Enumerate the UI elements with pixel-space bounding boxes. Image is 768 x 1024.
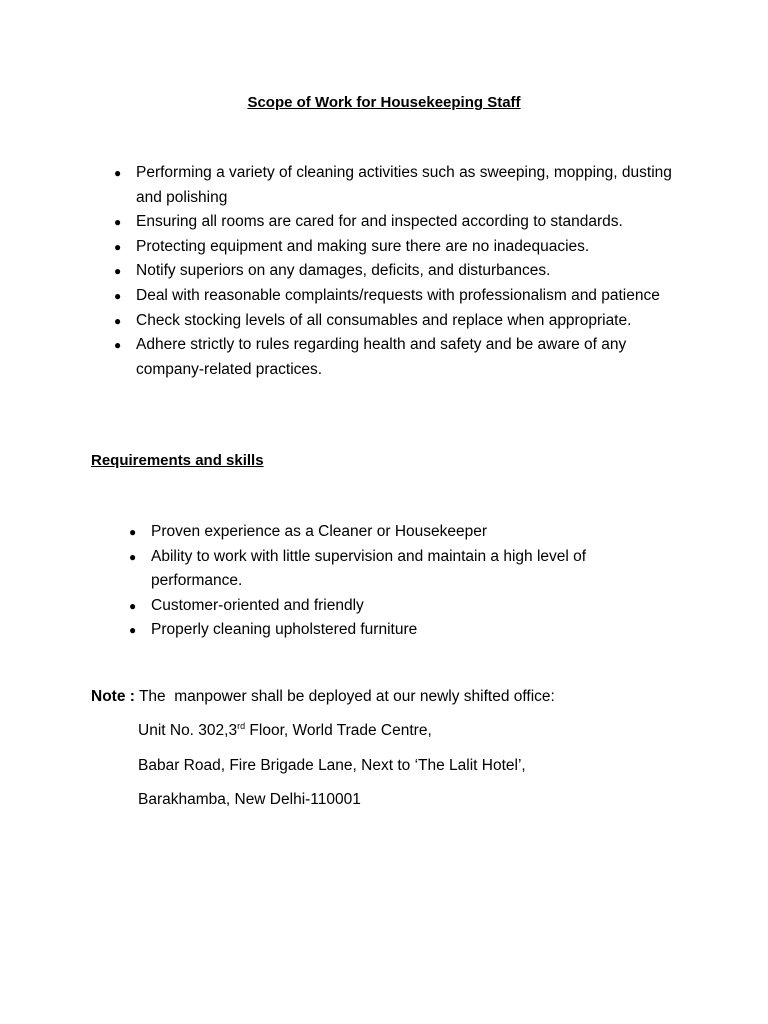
address-line-2: Babar Road, Fire Brigade Lane, Next to ‘The Lalit Hotel’,: [138, 757, 526, 774]
bullet-icon: ●: [114, 313, 122, 328]
list-item: [129, 594, 651, 619]
list-item-text: Ability to work with little supervision and maintain a high level of performance.: [151, 547, 587, 590]
list-item-text: Deal with reasonable complaints/requests with professionalism and patience: [136, 286, 660, 304]
address-line-1-prefix: Unit No. 302,3: [138, 722, 238, 739]
list-item-text: Check stocking levels of all consumables and replace when appropriate.: [136, 311, 632, 329]
requirements-list: [129, 520, 651, 643]
requirements-heading: Requirements and skills: [91, 452, 264, 469]
list-item-text: Customer-oriented and friendly: [151, 596, 364, 614]
list-item-text: Performing a variety of cleaning activities such as sweeping, mopping, dusting and polishing: [136, 164, 672, 206]
bullet-icon: ●: [114, 288, 122, 303]
list-item: [114, 284, 676, 309]
bullet-icon: ●: [114, 264, 122, 279]
list-item-text: Notify superiors on any damages, deficits, and disturbances.: [136, 262, 551, 280]
bullet-icon: ●: [129, 549, 137, 564]
list-item: [114, 161, 676, 210]
scope-of-work-list: [114, 161, 676, 382]
note-text: The manpower shall be deployed at our newly shifted office:: [134, 688, 555, 705]
list-item: [114, 333, 676, 382]
list-item: [129, 520, 651, 545]
bullet-icon: ●: [129, 598, 137, 613]
bullet-icon: ●: [114, 338, 122, 353]
list-item: [114, 309, 676, 334]
list-item-text: Proven experience as a Cleaner or Housekeeper: [151, 523, 488, 540]
list-item: [114, 210, 676, 235]
address-line-1-suffix: Floor, World Trade Centre,: [245, 722, 432, 739]
ordinal-suffix: rd: [237, 720, 246, 731]
bullet-icon: ●: [129, 525, 137, 539]
list-item-text: Ensuring all rooms are cared for and inspected according to standards.: [136, 213, 623, 231]
list-item: [114, 259, 676, 284]
note-label: Note :: [91, 688, 135, 705]
bullet-icon: ●: [114, 166, 122, 180]
address-line-3: Barakhamba, New Delhi-110001: [138, 791, 361, 808]
list-item-text: Protecting equipment and making sure there are no inadequacies.: [136, 237, 590, 255]
note-paragraph: [91, 688, 555, 706]
address-line-1: [138, 722, 432, 740]
document-title: Scope of Work for Housekeeping Staff: [247, 94, 521, 111]
bullet-icon: ●: [114, 239, 122, 254]
list-item: [129, 545, 651, 594]
list-item: [129, 618, 651, 643]
list-item-text: Properly cleaning upholstered furniture: [151, 621, 418, 639]
list-item-text: Adhere strictly to rules regarding health and safety and be aware of any company-related practices.: [136, 336, 627, 378]
bullet-icon: ●: [114, 215, 122, 230]
list-item: [114, 235, 676, 260]
bullet-icon: ●: [129, 623, 137, 638]
